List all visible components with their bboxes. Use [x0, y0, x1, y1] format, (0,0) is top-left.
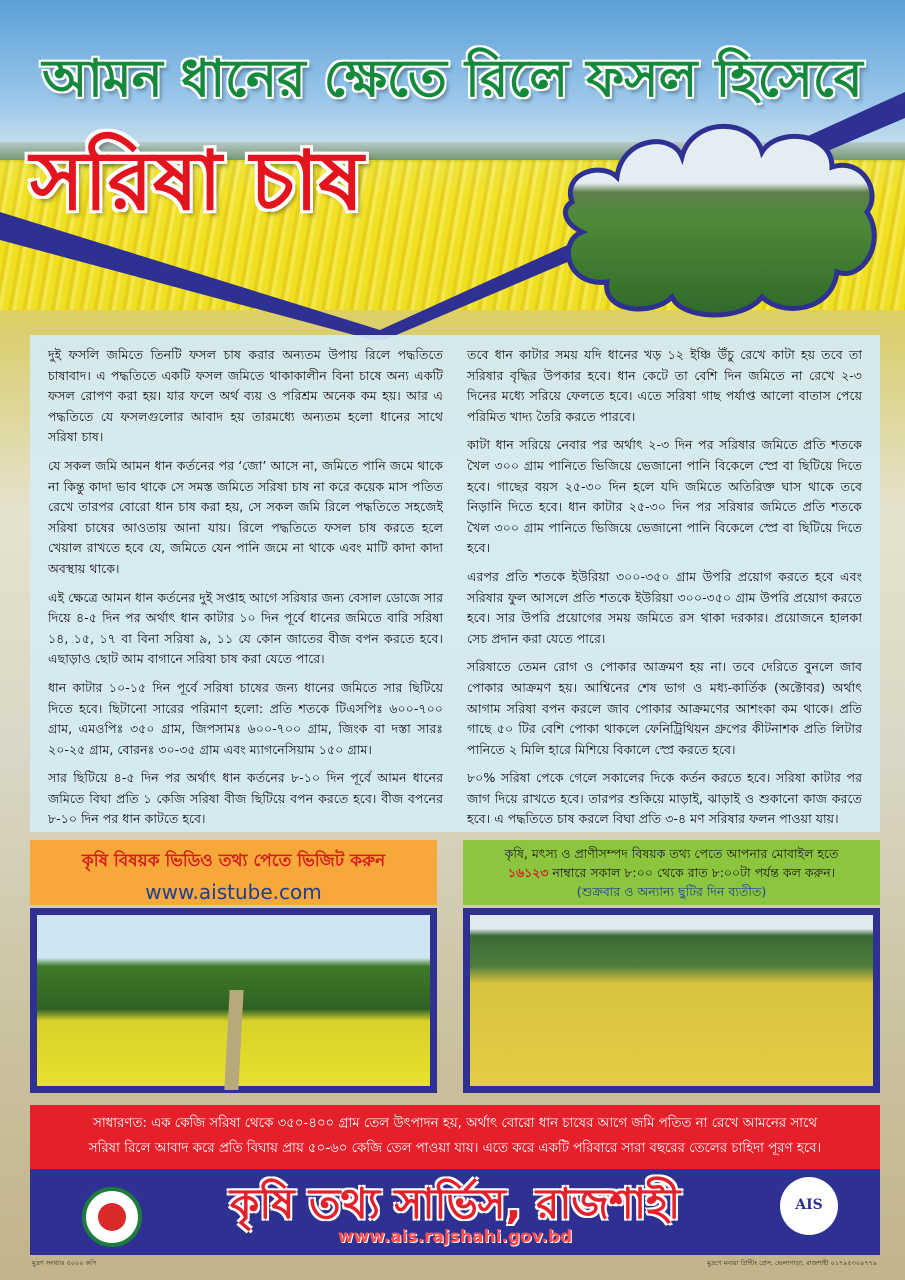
mango-orchard-mustard-photo: [30, 908, 437, 1093]
banner-line2: সরিষা রিলে আবাদ করে প্রতি বিঘায় প্রায় ৫০-৬০ কেজি তেল পাওয়া যায়। এতে করে একটি পরিবারে সারা বছরের তেলের চাহিদা পূরণ হবে।: [88, 1141, 822, 1156]
article-panel: [30, 335, 880, 832]
paragraph: এই ক্ষেত্রে আমন ধান কর্তনের দুই সপ্তাহ আগে সরিষার জন্য বেসাল ডোজে সার দিয়ে ৪-৫ দিন পর অর্থাৎ ধান কাটার ১০ দিন পূর্বে ধানের জমিতে বারি সরিষা ১৪, ১৫, ১৭ বা বিনা সরিষা ৯, ১১ যে কোন জাতের বীজ বপন করতে হবে। এছাড়াও ছোট আম বাগানে সরিষা চাষ করা যেতে পারে।: [48, 589, 443, 667]
farmers-rice-field-photo: [463, 908, 880, 1093]
call-info-line3: (শুক্রবার ও অন্যান্য ছুটির দিন ব্যতীত): [576, 884, 767, 899]
paragraph: সার ছিটিয়ে ৪-৫ দিন পর অর্থাৎ ধান কর্তনের ৮-১০ দিন পূর্বে আমন ধানের জমিতে বিঘা প্রতি ১ কেজি সরিষা বীজ ছিটিয়ে বপন করতে হবে। বীজ বপনের ৮-১০ দিন পর ধান কাটতে হবে।: [48, 770, 443, 827]
title-line-1: আমন ধানের ক্ষেতে রিলে ফসল হিসেবে: [42, 49, 863, 109]
ais-logo-icon: [780, 1177, 838, 1235]
paragraph: ধান কাটার ১০-১৫ দিন পূর্বে সরিষা চাষের জন্য ধানের জমিতে সার ছিটিয়ে দিতে হবে। ছিটানো সারের পরিমাণ হলো: প্রতি শতকে টিএসপিঃ ৬০০-৭০০ গ্রাম, এমওপিঃ ৩৫০ গ্রাম, জিপসামঃ ৬০০-৭০০ গ্রাম, জিংক বা দস্তা সারঃ ২০-২৫ গ্রাম, বোরনঃ ৩০-৩৫ গ্রাম এবং ম্যাগনেসিয়াম ১৫০ গ্রাম।: [48, 679, 443, 757]
paragraph: কাটা ধান সরিয়ে নেবার পর অর্থাৎ ২-৩ দিন পর সরিষার জমিতে প্রতি শতকে খৈল ৩০০ গ্রাম পানিতে ভিজিয়ে ভেজানো পানি বিকেলে স্প্রে বা ছিটিয়ে দিতে হবে। গাছের বয়স ২৫-৩০ দিন হলে যদি জমিতে অতিরিক্ত ঘাস থাকে তবে নিড়ানি দিতে হবে। ধান কাটার ২৫-৩০ দিন পর সরিষার জমিতে প্রতি শতকে খৈল ৩০০ গ্রাম পানিতে ভিজিয়ে ভেজানো পানি বিকেলে স্প্রে বা ছিটিয়ে দিতে হবে।: [467, 437, 862, 556]
paragraph: ৮০% সরিষা পেকে গেলে সকালের দিকে কর্তন করতে হবে। সরিষা কাটার পর জাগ দিয়ে রাখতে হবে। তারপর শুকিয়ে মাড়াই, ঝাড়াই ও শুকানো কাজ করতে হবে। এ পদ্ধতিতে চাষ করলে বিঘা প্রতি ৩-৪ মণ সরিষার ফলন পাওয়া যায়।: [467, 770, 862, 827]
left-column: [48, 345, 443, 827]
call-info-line2: নাম্বারে সকাল ৮:০০ থেকে রাত ৮:০০টা পর্যন্ত কল করুন।: [548, 865, 836, 880]
organization-name: কৃষি তথ্য সার্ভিস, রাজশাহী: [229, 1179, 681, 1228]
paragraph: এরপর প্রতি শতকে ইউরিয়া ৩০০-৩৫০ গ্রাম উপরি প্রয়োগ করতে হবে এবং সরিষার ফুল আসলে প্রতি শতকে ইউরিয়া ৩০০-৩৫০ গ্রাম উপরি প্রয়োগ করতে হবে। সার উপরি প্রয়োগের সময় জমিতে রস থাকা দরকার। প্রয়োজনে হালকা সেচ প্রদান করা যেতে পারে।: [467, 568, 862, 646]
title-line-2: সরিষা চাষ: [30, 134, 364, 229]
footpath: [224, 990, 243, 1090]
paragraph: সরিষাতে তেমন রোগ ও পোকার আক্রমণ হয় না। তবে দেরিতে বুনলে জাব পোকার আক্রমণ হয়। আশ্বিনের শেষ ভাগ ও মধ্য-কার্তিক (অক্টোবর) অর্থাৎ আগাম সরিষা বপন করলে জাব পোকার আক্রমণের আশংকা কম থাকে। প্রতি গাছে ৫০ টির বেশি পোকা থাকলে ফেনিট্রিথিয়ন গ্রুপের কীটনাশক প্রতি লিটার পানিতে ২ মিলি হারে মিশিয়ে বিকালে স্প্রে করতে হবে।: [467, 659, 862, 757]
paragraph: দুই ফসলি জমিতে তিনটি ফসল চাষ করার অন্যতম উপায় রিলে পদ্ধতিতে চাষাবাদ। এ পদ্ধতিতে একটি ফসল জমিতে থাকাকালীন বিনা চাষে অন্য একটি ফসল রোপণ করা হয়। যার ফলে অর্থ ব্যয় ও পরিশ্রম অনেক কম হয়। আর এ পদ্ধতিতে যে ফসলগুলোর আবাদ হয় তারমধ্যে অন্যতম হলো ধানের সাথে সরিষা চাষ।: [48, 347, 443, 445]
print-count: মুদ্রণ সংখ্যাঃ ৫০০০ কপি: [32, 1259, 97, 1267]
field-photo-cloud: [562, 112, 882, 322]
call-info-line1: কৃষি, মৎস্য ও প্রাণীসম্পদ বিষয়ক তথ্য পেতে আপনার মোবাইল হতে: [504, 846, 839, 861]
website-link[interactable]: www.ais.rajshahi.gov.bd: [337, 1227, 573, 1247]
paragraph: তবে ধান কাটার সময় যদি ধানের খড় ১২ ইঞ্চি উঁচু রেখে কাটা হয় তবে তা সরিষার বৃদ্ধির উপকার হবে। ধান কেটে তা বেশি দিন জমিতে না রেখে ২-৩ দিনের মধ্যে সরিয়ে ফেলতে হবে। এতে সরিষা গাছ পর্যাপ্ত আলো বাতাস পেয়ে পরিমিত খাদ্য তৈরি করতে পারবে।: [467, 347, 862, 424]
call-center-box: [463, 840, 880, 905]
right-column: [467, 345, 862, 827]
ais-logo-text: AIS: [795, 1197, 823, 1213]
video-info-text: কৃষি বিষয়ক ভিডিও তথ্য পেতে ভিজিট করুন: [81, 851, 386, 871]
video-info-box: [30, 840, 437, 905]
call-center-number: ১৬১২৩: [507, 865, 549, 880]
paragraph: যে সকল জমি আমন ধান কর্তনের পর ‘জো’ আসে না, জমিতে পানি জমে থাকে না কিন্তু কাদা ভাব থাকে সে সমস্ত জমিতে সরিষা চাষ না করে কয়েক মাস পতিত রেখে তারপর বোরো ধান চাষ করা হয়, সে সকল জমি রিলে পদ্ধতিতে সহজেই সরিষা চাষের আওতায় আনা যায়। রিলে পদ্ধতিতে ফসল চাষ করতে হলে খেয়াল রাখতে হবে যে, জমিতে যেন পানি জমে না থাকে এবং মাটি কাদা কাদা অবস্থায় থাকে।: [48, 457, 443, 576]
oil-yield-banner: [30, 1105, 880, 1169]
footer-band: [30, 1169, 880, 1255]
banner-line1: সাধারণত: এক কেজি সরিষা থেকে ৩৫০-৪০০ গ্রাম তেল উৎপাদন হয়, অর্থাৎ বোরো ধান চাষের আগে জমি পতিত না রেখে আমনের সাথে: [93, 1116, 817, 1131]
aistube-link[interactable]: www.aistube.com: [145, 880, 322, 904]
printer-credit: মুদ্রণে মনারা প্রিন্টিং প্রেস, ভেলাপাড়া, রাজশাহী ০১৭৯৫৩০৯৭৭৯: [707, 1259, 877, 1267]
